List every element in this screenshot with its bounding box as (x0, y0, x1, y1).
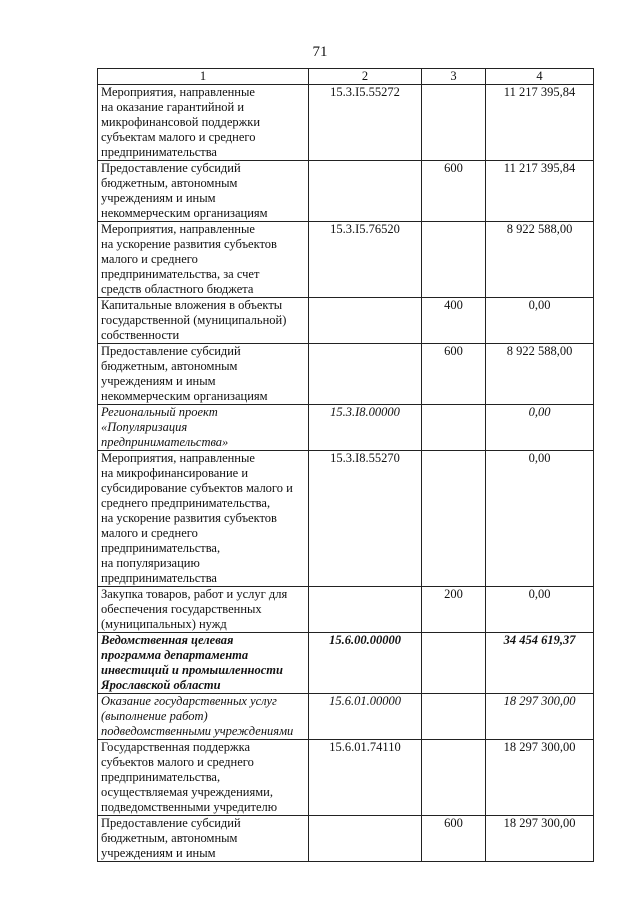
row-type-cell: 600 (422, 161, 486, 222)
row-name-cell: Мероприятия, направленные на оказание гарантийной и микрофинансовой поддержки субъектам малого и среднего предпринимательства (98, 85, 309, 161)
row-type-cell (422, 222, 486, 298)
row-code-cell: 15.6.01.00000 (309, 694, 422, 740)
row-code-cell: 15.6.01.74110 (309, 740, 422, 816)
table-row (98, 587, 594, 633)
row-name-cell: Предоставление субсидий бюджетным, автономным учреждениям и иным некоммерческим организациям (98, 161, 309, 222)
column-header-code: 2 (309, 69, 422, 85)
table-header-row (98, 69, 594, 85)
row-code-cell (309, 298, 422, 344)
row-amount-cell: 18 297 300,00 (486, 816, 594, 862)
row-amount-cell: 0,00 (486, 587, 594, 633)
row-amount-cell: 18 297 300,00 (486, 694, 594, 740)
row-amount-cell: 34 454 619,37 (486, 633, 594, 694)
row-code-cell (309, 161, 422, 222)
table-row (98, 344, 594, 405)
table-row (98, 222, 594, 298)
row-name-cell: Капитальные вложения в объекты государственной (муниципальной) собственности (98, 298, 309, 344)
table-row (98, 161, 594, 222)
table-row (98, 740, 594, 816)
row-type-cell (422, 85, 486, 161)
row-name-cell: Оказание государственных услуг (выполнение работ) подведомственными учреждениями (98, 694, 309, 740)
row-name-cell: Мероприятия, направленные на ускорение развития субъектов малого и среднего предпринимательства, за счет средств областного бюджета (98, 222, 309, 298)
row-code-cell (309, 816, 422, 862)
row-type-cell: 200 (422, 587, 486, 633)
row-name-cell: Государственная поддержка субъектов малого и среднего предпринимательства, осуществляемая учреждениями, подведомственными учредителю (98, 740, 309, 816)
row-name-cell: Региональный проект «Популяризация предпринимательства» (98, 405, 309, 451)
row-code-cell: 15.3.I5.76520 (309, 222, 422, 298)
row-type-cell (422, 633, 486, 694)
column-header-amount: 4 (486, 69, 594, 85)
column-header-name: 1 (98, 69, 309, 85)
row-name-cell: Предоставление субсидий бюджетным, автономным учреждениям и иным некоммерческим организациям (98, 344, 309, 405)
budget-table (97, 68, 594, 862)
table-row (98, 85, 594, 161)
row-name-cell: Мероприятия, направленные на микрофинансирование и субсидирование субъектов малого и среднего предпринимательства, на ускорение развития субъектов малого и среднего предпринимательства, на популяризацию предпринимательства (98, 451, 309, 587)
row-amount-cell: 8 922 588,00 (486, 344, 594, 405)
row-code-cell: 15.3.I5.55272 (309, 85, 422, 161)
page-number: 71 (312, 44, 328, 60)
row-type-cell: 400 (422, 298, 486, 344)
row-code-cell (309, 587, 422, 633)
row-amount-cell: 18 297 300,00 (486, 740, 594, 816)
row-type-cell: 600 (422, 816, 486, 862)
row-amount-cell: 11 217 395,84 (486, 161, 594, 222)
row-amount-cell: 11 217 395,84 (486, 85, 594, 161)
row-name-cell: Ведомственная целевая программа департамента инвестиций и промышленности Ярославской области (98, 633, 309, 694)
table-row (98, 694, 594, 740)
row-amount-cell: 0,00 (486, 451, 594, 587)
row-code-cell: 15.3.I8.55270 (309, 451, 422, 587)
row-amount-cell: 0,00 (486, 405, 594, 451)
row-type-cell (422, 405, 486, 451)
row-code-cell: 15.3.I8.00000 (309, 405, 422, 451)
column-header-type: 3 (422, 69, 486, 85)
row-code-cell: 15.6.00.00000 (309, 633, 422, 694)
row-name-cell: Закупка товаров, работ и услуг для обеспечения государственных (муниципальных) нужд (98, 587, 309, 633)
row-name-cell: Предоставление субсидий бюджетным, автономным учреждениям и иным (98, 816, 309, 862)
row-amount-cell: 0,00 (486, 298, 594, 344)
row-type-cell (422, 740, 486, 816)
row-type-cell: 600 (422, 344, 486, 405)
row-amount-cell: 8 922 588,00 (486, 222, 594, 298)
table-row (98, 405, 594, 451)
table-row (98, 816, 594, 862)
row-type-cell (422, 451, 486, 587)
row-type-cell (422, 694, 486, 740)
row-code-cell (309, 344, 422, 405)
table-row (98, 451, 594, 587)
table-row (98, 298, 594, 344)
table-row (98, 633, 594, 694)
